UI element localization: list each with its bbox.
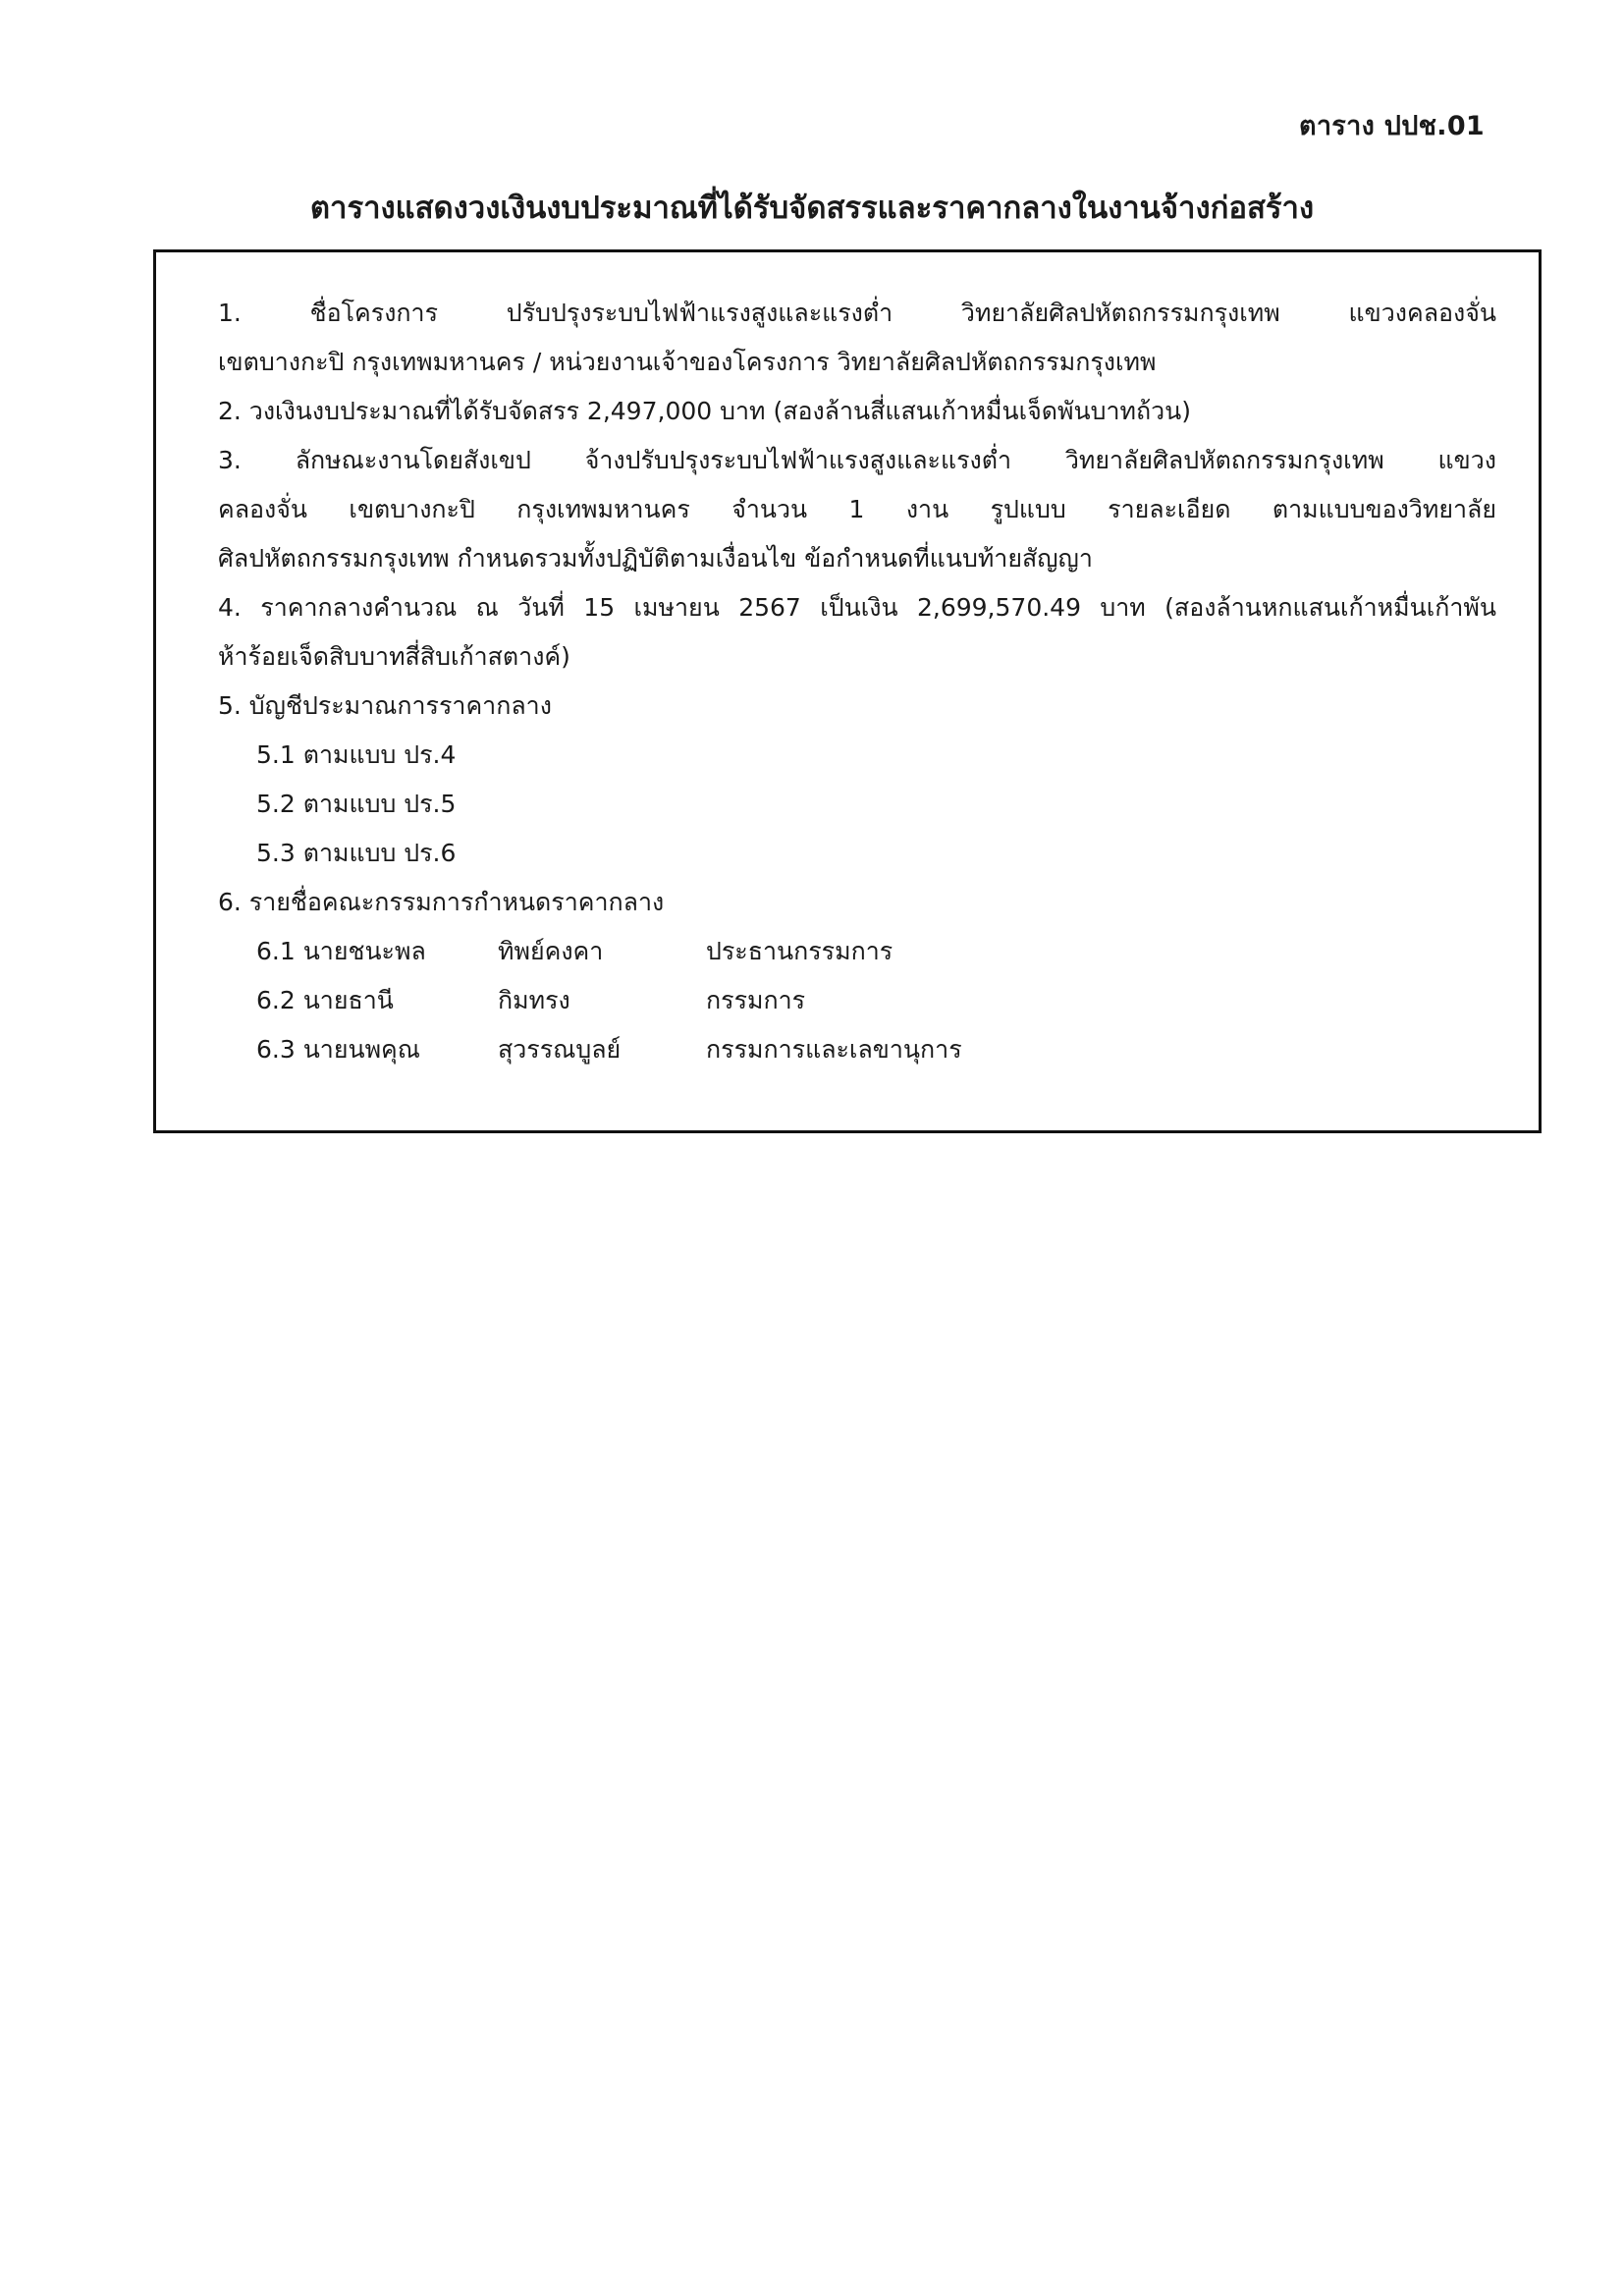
item-1-line-1: 1. ชื่อโครงการ ปรับปรุงระบบไฟฟ้าแรงสูงและแรงต่ำ วิทยาลัยศิลปหัตถกรรมกรุงเทพ แขวงคลองจั่น [218,299,1496,327]
item-3-line-3: ศิลปหัตถกรรมกรุงเทพ กำหนดรวมทั้งปฏิบัติตามเงื่อนไข ข้อกำหนดที่แนบท้ายสัญญา [218,544,1093,573]
committee-member-2 [218,976,1496,1025]
member-surname: ทิพย์คงคา [498,937,604,965]
item-6-heading: 6. รายชื่อคณะกรรมการกำหนดราคากลาง [218,888,665,916]
form-code: ตาราง ปปช.01 [1299,111,1485,141]
member-role: กรรมการ [706,986,806,1014]
document-title: ตารางแสดงวงเงินงบประมาณที่ได้รับจัดสรรและราคากลางในงานจ้างก่อสร้าง [309,191,1315,226]
member-surname: กิมทรง [498,986,570,1014]
item-5-3: 5.3 ตามแบบ ปร.6 [256,839,457,867]
item-3-line-1: 3. ลักษณะงานโดยสังเขป จ้างปรับปรุงระบบไฟฟ้าแรงสูงและแรงต่ำ วิทยาลัยศิลปหัตถกรรมกรุงเทพ แขวง [218,446,1496,474]
item-4-line-2: ห้าร้อยเจ็ดสิบบาทสี่สิบเก้าสตางค์) [218,642,570,671]
item-1-line-2: เขตบางกะปิ กรุงเทพมหานคร / หน่วยงานเจ้าของโครงการ วิทยาลัยศิลปหัตถกรรมกรุงเทพ [218,348,1157,376]
project-info-box [153,249,1542,1133]
item-5-2: 5.2 ตามแบบ ปร.5 [256,790,457,818]
item-5-heading: 5. บัญชีประมาณการราคากลาง [218,691,552,720]
item-2-budget: 2. วงเงินงบประมาณที่ได้รับจัดสรร 2,497,000 บาท (สองล้านสี่แสนเก้าหมื่นเจ็ดพันบาทถ้วน) [218,397,1192,425]
member-role: กรรมการและเลขานุการ [706,1035,962,1064]
member-name: 6.2 นายธานี [256,986,394,1014]
member-surname: สุวรรณบูลย์ [498,1035,622,1064]
project-info-content [218,289,1496,1074]
committee-member-3 [218,1025,1496,1074]
committee-member-1 [218,927,1496,976]
member-name: 6.3 นายนพคุณ [256,1035,420,1064]
item-3-line-2: คลองจั่น เขตบางกะปิ กรุงเทพมหานคร จำนวน 1 งาน รูปแบบ รายละเอียด ตามแบบของวิทยาลัย [218,495,1496,523]
member-role: ประธานกรรมการ [706,937,893,965]
item-4-line-1: 4. ราคากลางคำนวณ ณ วันที่ 15 เมษายน 2567 เป็นเงิน 2,699,570.49 บาท (สองล้านหกแสนเก้าหมื่นเก้าพัน [218,593,1496,622]
item-5-1: 5.1 ตามแบบ ปร.4 [256,740,457,769]
member-name: 6.1 นายชนะพล [256,937,426,965]
